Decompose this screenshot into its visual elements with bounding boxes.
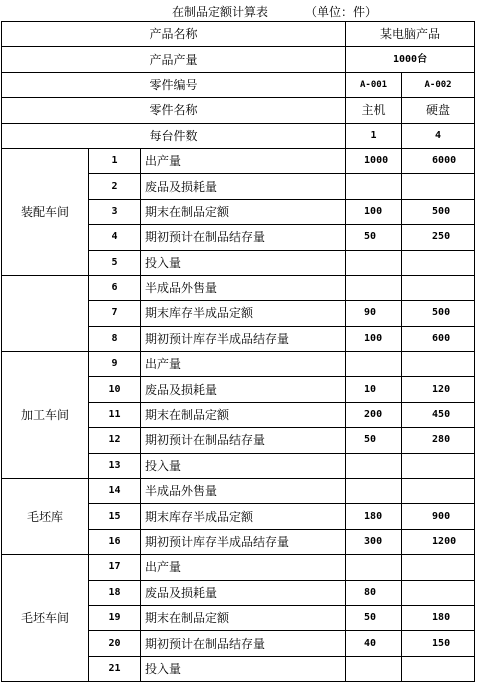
department-cell xyxy=(2,275,89,351)
part-b-value-cell: 150 xyxy=(402,631,475,656)
part-b-value-cell xyxy=(402,479,475,504)
part-a-value-cell xyxy=(346,555,402,580)
part-b-value-cell: 6000 xyxy=(402,148,475,173)
row-number-cell: 3 xyxy=(89,199,141,224)
row-number-cell: 10 xyxy=(89,377,141,402)
part-no-row xyxy=(2,72,475,97)
part-a-value-cell: 200 xyxy=(346,402,402,427)
part-a-value-cell xyxy=(346,275,402,300)
per-unit-row xyxy=(2,123,475,148)
item-name-cell: 期末在制品定额 xyxy=(141,402,346,427)
row-number-cell: 2 xyxy=(89,174,141,199)
item-name-cell: 投入量 xyxy=(141,656,346,681)
part-a-value-cell: 40 xyxy=(346,631,402,656)
part-b-value-cell xyxy=(402,656,475,681)
part-b-value-cell: 1200 xyxy=(402,529,475,554)
part-b-value-cell: 600 xyxy=(402,326,475,351)
part-a-value-cell xyxy=(346,250,402,275)
table-row xyxy=(2,148,475,173)
product-output-value: 1000台 xyxy=(346,47,475,72)
item-name-cell: 期末库存半成品定额 xyxy=(141,301,346,326)
row-number-cell: 9 xyxy=(89,352,141,377)
row-number-cell: 6 xyxy=(89,275,141,300)
item-name-cell: 出产量 xyxy=(141,352,346,377)
part-a-value-cell: 100 xyxy=(346,199,402,224)
per-unit-a: 1 xyxy=(346,123,402,148)
row-number-cell: 5 xyxy=(89,250,141,275)
part-a-value-cell xyxy=(346,352,402,377)
department-cell: 装配车间 xyxy=(2,148,89,275)
row-number-cell: 21 xyxy=(89,656,141,681)
row-number-cell: 18 xyxy=(89,580,141,605)
part-name-row xyxy=(2,98,475,123)
part-b-value-cell: 120 xyxy=(402,377,475,402)
table-row xyxy=(2,479,475,504)
item-name-cell: 期初预计库存半成品结存量 xyxy=(141,326,346,351)
table-row xyxy=(2,352,475,377)
title-row xyxy=(0,0,480,20)
row-number-cell: 11 xyxy=(89,402,141,427)
unit-note: （单位：件） xyxy=(305,5,378,19)
item-name-cell: 废品及损耗量 xyxy=(141,377,346,402)
item-name-cell: 期初预计库存半成品结存量 xyxy=(141,529,346,554)
part-b-value-cell: 500 xyxy=(402,301,475,326)
row-number-cell: 16 xyxy=(89,529,141,554)
part-b-value-cell xyxy=(402,352,475,377)
part-b-value-cell xyxy=(402,250,475,275)
item-name-cell: 期初预计在制品结存量 xyxy=(141,225,346,250)
part-a-value-cell xyxy=(346,174,402,199)
row-number-cell: 15 xyxy=(89,504,141,529)
part-b-value-cell xyxy=(402,174,475,199)
item-name-cell: 投入量 xyxy=(141,453,346,478)
part-a-value-cell: 300 xyxy=(346,529,402,554)
wip-quota-table xyxy=(1,21,475,682)
row-number-cell: 12 xyxy=(89,428,141,453)
part-b-value-cell xyxy=(402,580,475,605)
part-a-value-cell: 90 xyxy=(346,301,402,326)
product-name-label: 产品名称 xyxy=(2,22,346,47)
item-name-cell: 期末库存半成品定额 xyxy=(141,504,346,529)
part-a-value-cell: 50 xyxy=(346,225,402,250)
row-number-cell: 8 xyxy=(89,326,141,351)
part-b-value-cell: 900 xyxy=(402,504,475,529)
item-name-cell: 期末在制品定额 xyxy=(141,605,346,630)
part-a-value-cell xyxy=(346,479,402,504)
item-name-cell: 半成品外售量 xyxy=(141,479,346,504)
department-cell: 毛坯车间 xyxy=(2,555,89,682)
product-name-value: 某电脑产品 xyxy=(346,22,475,47)
product-name-row xyxy=(2,22,475,47)
product-output-row xyxy=(2,47,475,72)
part-b-value-cell xyxy=(402,275,475,300)
item-name-cell: 期末在制品定额 xyxy=(141,199,346,224)
part-name-b: 硬盘 xyxy=(402,98,475,123)
part-a-value-cell: 100 xyxy=(346,326,402,351)
part-b-value-cell: 500 xyxy=(402,199,475,224)
row-number-cell: 7 xyxy=(89,301,141,326)
row-number-cell: 20 xyxy=(89,631,141,656)
row-number-cell: 14 xyxy=(89,479,141,504)
row-number-cell: 1 xyxy=(89,148,141,173)
part-a-value-cell: 80 xyxy=(346,580,402,605)
part-b-value-cell xyxy=(402,453,475,478)
row-number-cell: 13 xyxy=(89,453,141,478)
part-name-a: 主机 xyxy=(346,98,402,123)
product-output-label: 产品产量 xyxy=(2,47,346,72)
item-name-cell: 期初预计在制品结存量 xyxy=(141,428,346,453)
part-b-value-cell: 180 xyxy=(402,605,475,630)
department-cell: 毛坯库 xyxy=(2,479,89,555)
part-b-value-cell: 450 xyxy=(402,402,475,427)
item-name-cell: 期初预计在制品结存量 xyxy=(141,631,346,656)
part-a-value-cell: 1000 xyxy=(346,148,402,173)
table-title: 在制品定额计算表 xyxy=(172,5,269,19)
item-name-cell: 半成品外售量 xyxy=(141,275,346,300)
item-name-cell: 废品及损耗量 xyxy=(141,174,346,199)
per-unit-b: 4 xyxy=(402,123,475,148)
table-row xyxy=(2,555,475,580)
per-unit-label: 每台件数 xyxy=(2,123,346,148)
item-name-cell: 出产量 xyxy=(141,148,346,173)
part-no-label: 零件编号 xyxy=(2,72,346,97)
part-a-value-cell xyxy=(346,453,402,478)
row-number-cell: 4 xyxy=(89,225,141,250)
part-no-a: A-001 xyxy=(346,72,402,97)
part-b-value-cell: 250 xyxy=(402,225,475,250)
department-cell: 加工车间 xyxy=(2,352,89,479)
part-a-value-cell: 50 xyxy=(346,605,402,630)
part-a-value-cell xyxy=(346,656,402,681)
part-a-value-cell: 50 xyxy=(346,428,402,453)
part-no-b: A-002 xyxy=(402,72,475,97)
row-number-cell: 19 xyxy=(89,605,141,630)
part-b-value-cell: 280 xyxy=(402,428,475,453)
item-name-cell: 出产量 xyxy=(141,555,346,580)
part-a-value-cell: 180 xyxy=(346,504,402,529)
item-name-cell: 投入量 xyxy=(141,250,346,275)
part-name-label: 零件名称 xyxy=(2,98,346,123)
row-number-cell: 17 xyxy=(89,555,141,580)
item-name-cell: 废品及损耗量 xyxy=(141,580,346,605)
part-a-value-cell: 10 xyxy=(346,377,402,402)
part-b-value-cell xyxy=(402,555,475,580)
table-row xyxy=(2,275,475,300)
